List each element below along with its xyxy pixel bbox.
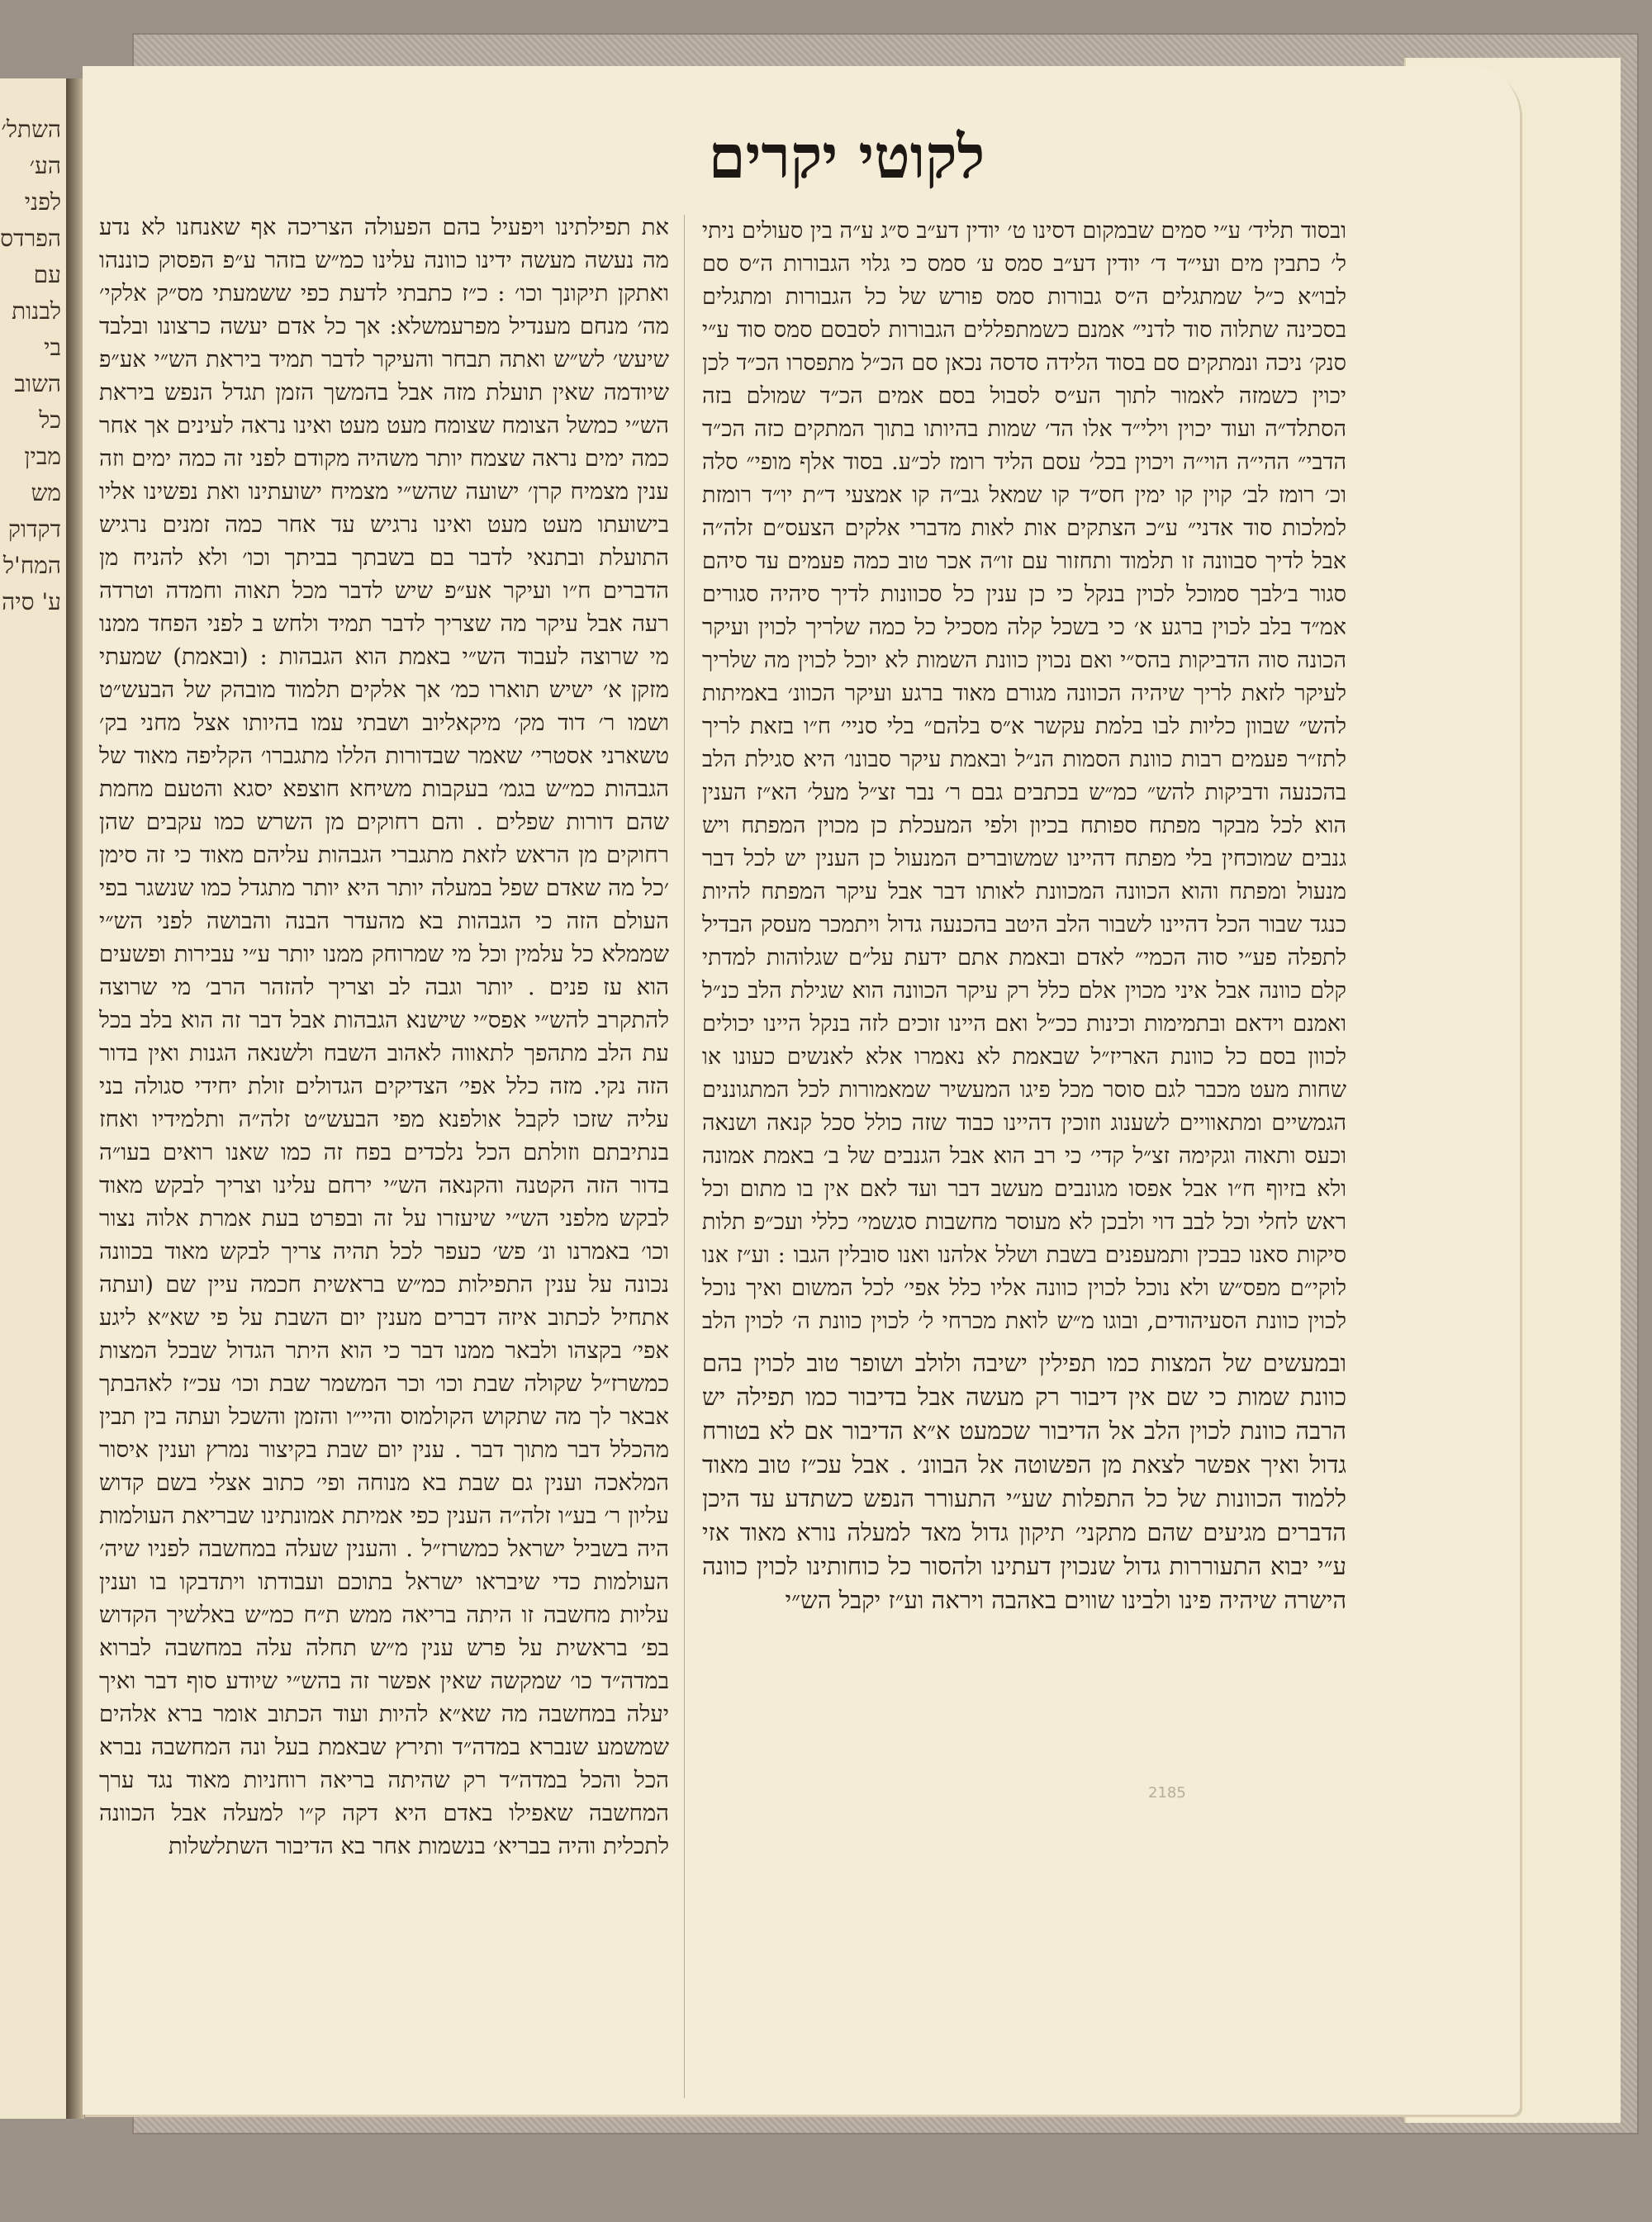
book-page bbox=[83, 66, 1520, 2115]
library-stamp: 2185 bbox=[1148, 1784, 1186, 1802]
right-column-text bbox=[702, 215, 1346, 1338]
left-column-text bbox=[99, 211, 669, 2110]
right-column-paragraph: ובסוד תליד׳ ע״י סמים שבמקום דסינו ט׳ יודין דע״ב ס״ג ע״ה בין סעולים ניתי ל׳ כתבין מים ועי״ד ד׳ יודין דע״ב סמס ע׳ סמס כי גלוי הגבורות ה״ס סם לבו״א כ״ל שמתגלים ה״ס גבורות סמס פורש של כל הגבורות ומתגלים בסכינה שתלוה סוד לדני״ אמנם כשמתפללים הגבורות לסבסם סמס סוד ע״י סנק׳ ניכה ונמתקים סם בסוד הלידה סדסה נכאן סם הכ״ל מתפסרו הכ״ד לכן יכוין כשמזה לאמור לתוך הע״ס לסבול בסם אמים הכ״ד שמולם בזה הסתלד״ה ועוד יכוין וילי״ד אלו הד׳ שמות בהיותו בתוך המתקים כזה הכ״ד הדבי״ ההי״ה הוי״ה ויכוין בכל׳ עסם הליד רומז לכ״ע. בסוד אלף מופי״ סלה וכ׳ רומז לב׳ קוין קו ימין חס״ד קו שמאל גב״ה קו אמצעי ד״ת יו״ד רומזת למלכות סוד אדני״ ע״כ הצתקים אות לאות מדברי אלקים הצעס״ם זלה״ה אבל לדיך סבוונה זו תלמוד ותחזור עם זו״ה אכר טוב כמה פעמים עד סיהם סגור ב׳לבך סמוכל לכוין בנקל כי כן ענין כל סכוונות לדיך סיהיה סגורים אמ״ד בלב לכוין ברגע א׳ כי בשכל קלה מסכיל כל כמה שלריך לכוין ועיקר הכונה סוה הדביקות בהס״י ואם נכוין כוונת השמות לא יוכל לכוין מה שלריך לעיקר לזאת לריך שיהיה הכוונה מגורם מאוד ברגע ועיקר הכוונ׳ באמיתות להש״ שבוון כליות לבו בלמת עקשר א״ס בלהם״ בלי סניי׳ ח״ו בזאת לריך לתז״ר פעמים רבות כוונת הסמות הנ״ל ובאמת עיקר סבונו׳ היא סגילת הלב בהכנעה ודביקות להש״ כמ״ש בכתבים גבם ר׳ נבר זצ״ל מעל׳ הא״ז הענין הוא לכל מבקר מפתח ספותח בכיון ולפי המעכלת כן מכוין המפתח ויש גנבים שמוכחין בלי מפתח דהיינו שמשוברים המנעול כן הענין יש לכל דבר מנעול ומפתח והוא הכוונה המכוונת לאותו דבר אבל עיקר המפתח להיות כנגד שבור הכל דהיינו לשבור הלב היטב בהכנעה גדול ויתמכר מעסק הבדיל לתפלה פע״י סוה הכמי״ לאדם ובאמת אתם ידעת על״ם שגלוהות למדתי קלם כוונה אבל איני מכוין אלם כלל רק עיקר הכוונה הוא שגילת הלב כנ״ל ואמנם וידאם ובתמימות וכינות ככ״ל ואם היינו זוכים לזה בנקל היינו יכולים לכוון בסם כל כוונת האריז״ל שבאמת לא נאמרו אלא לאנשים כעונו או שחות מעט מכבר לגם סוסר מכל פיגו המעשיר שמאמורות לכל המתגוננים הגמשיים ומתאוויים לשענוג וזוכין דהיינו כבוד שזה כולל סכל קנאה ושנאה וכעס ותאוה וגקימה זצ״ל קדי׳ כי רב הוא אבל הגנבים של ב׳ באמת אמונה ולא בזיוף ח״ו אבל אפסו מגונבים מעשב דבר ועד לאם אין בו מתום וכל ראש לחלי וכל לבב דוי ולבכן לא מעוסר מחשבות סגשמי׳ כללי ועכ״פ תלות סיקות סאנו כבכין ותמעפנים בשבת ושלל אלהנו ואנו סובלין הגבו : וע״ז אנו לוקי״ם מפס״ש ולא נוכל לכוין כוונה אליו כלל אפי׳ לכל המשום ואיך נוכל לכוין כוונת הסעיהודים, ובוגו מ״ש לואת מכרחי ל׳ לכוין כוונת ה׳ לכוין הלב bbox=[702, 218, 1346, 1334]
facing-page-text: השתל׳ הע׳ לפני הפרדס עם לבנות בי השוב כל מבין מש דקדוק המח'ל ע' סיה bbox=[0, 116, 61, 615]
book-gutter bbox=[66, 78, 84, 2119]
facing-page-left bbox=[0, 78, 67, 2119]
running-header: לקוטי יקרים bbox=[708, 121, 985, 192]
right-column-bottom-text bbox=[702, 1346, 1346, 1768]
left-column-paragraph: את תפילתינו ויפעיל בהם הפעולה הצריכה אף שאנחנו לא נדע מה נעשה מעשה ידינו כוונה עלינו כמ״ש בזהר ע״פ הפסוק כוננהו ואתקן תיקונך וכו׳ : כ״ז כתבתי לדעת כפי ששמעתי מס״ק אלקי׳ מה׳ מנחם מענדיל מפרעמשלא: אך כל אדם יעשה כרצונו ובלבד שיעש׳ לש״ש ואתה תבחר והעיקר לדבר תמיד ביראת הש״י אע״פ שיודמה שאין תועלת מזה אבל בהמשך הזמן תגדל הנפש ביראת הש״י כמשל הצומח שצומח מעט מעט ואינו נראה לעינים אך אחר כמה ימים נראה שצמח יותר משהיה מקודם לפני זה כמה ימים וזה ענין מצמיח קרן׳ ישועה שהש״י מצמיח ישועתינו ואת נפשינו אליו בישועתו מעט מעט ואינו נרגיש עד אחר כמה זמנים נרגיש התועלת ובתנאי לדבר בם בשבתך בביתך וכו׳ ולא להניח מן הדברים ח״ו ועיקר אע״פ שיש לדבר מכל תאוה וחמדה וטרדה רעה אבל עיקר מה שצריך לדבר תמיד ולחש ב לפני הפחד ממנו מי שרוצה לעבוד הש״י באמת הוא הגבהות : (ובאמת) שמעתי מזקן א׳ ישיש תוארו כמ׳ אך אלקים תלמוד מובהק של הבעש״ט ושמו ר׳ דוד מק׳ מיקאליוב ושבתי עמו בהיותו אצל מחני בק׳ טשארני אסטרי׳ שאמר שבדורות הללו מתגברו׳ הקליפה מאוד של הגבהות כמ״ש בגמ׳ בעקבות משיחא חוצפא יסגא והטעם מחמת שהם דורות שפלים . והם רחוקים מן השרש כמו עקבים שהן רחוקים מן הראש לזאת מתגברי הגבהות עליהם מאוד כי זה סימן ׳כל מה שאדם שפל במעלה יותר היא יותר מתגדל כמו שנשגר בפי העולם הזה כי הגבהות בא מהעדר הבנה והבושה לפני הש״י שממלא כל עלמין וכל מי שמרוחק ממנו יותר ע״י עבירות ופשעים הוא עז פנים . יותר וגבה לב וצריך להזהר הרב׳ מי שרוצה להתקרב להש״י אפס״י שישנא הגבהות אבל דבר זה הוא בלב בכל עת הלב מתהפך לתאווה לאהוב השבח ולשנאה הגנות ואין בדור הזה נקי. מזה כלל אפי׳ הצדיקים הגדולים זולת יחידי סגולה בני עליה שזכו לקבל אולפנא מפי הבעש״ט זלה״ה ותלמידיו ואחז בנתיבתם וזולתם הכל נלכדים בפח זה כמו שאנו רואים בעו״ה בדור הזה הקטנה והקנאה הש״י ירחם עלינו וצריך לבקש מאוד לבקש מלפני הש״י שיעזרו על זה ובפרט בעת אמרת אלוה נצור וכו׳ באמרנו ונ׳ פש׳ כעפר לכל תהיה צריך לבקש מאוד בכוונה נכונה על ענין התפילות כמ״ש בראשית חכמה עיין שם (ועתה אתחיל לכתוב איזה דברים מענין יום השבת על פי שא״א ליגע אפי׳ בקצהו ולבאר ממנו דבר כי הוא היתר הגדול שבכל המצות כמשרז״ל שקולה שבת וכו׳ וכר המשמר שבת וכו׳ עכ״ז לאהבתך אבאר לך מה שתקוש הקולמוס והיי״ו והזמן והשכל ועתה בין תבין מהכלל דבר מתוך דבר . ענין יום שבת בקיצור נמרץ וענין איסור המלאכה וענין גם שבת בא מנוחה ופי׳ כתוב אצלי בשם קדוש עליון ר׳ בע״ו זלה״ה הענין כפי אמיתת אמונתינו שבריאת העולמות היה בשביל ישראל כמשרז״ל . והענין שעלה במחשבה לפניו שיה׳ העולמות כדי שיבראו ישראל בתוכם ועבודתו ויתדבקו בו וענין עליות מחשבה זו היתה בריאה ממש ת״ח כמ״ש באלשיך הקדוש בפ׳ בראשית על פרש ענין מ״ש תחלה עלה במחשבה לברוא במדה״ד כו׳ שמקשה שאין אפשר זה בהש״י שיודע סוף דבר ואיך יעלה במחשבה מה שא״א להיות ועוד הכתוב אומר ברא אלהים שמשמע שנברא במדה״ד ותירץ שבאמת בעל ונה המחשבה נברא הכל והכל במדה״ד רק שהיתה בריאה רוחניות מאוד נגד ערך המחשבה שאפילו באדם היא דקה ק״ו למעלה אבל הכוונה לתכלית והיה בבריא׳ בנשמות אחר בא הדיבור השתלשלות bbox=[99, 214, 669, 1859]
column-divider bbox=[684, 215, 685, 2098]
right-column-bottom-paragraph: ובמעשים של המצות כמו תפילין ישיבה ולולב ושופר טוב לכוין בהם כוונת שמות כי שם אין דיבור רק מעשה אבל בדיבור כמו תפילה יש הרבה כוונת לכוין הלב אל הדיבור שכמעט א״א הדיבור אם לא בטורח גדול ואיך אפשר לצאת מן הפשוטה אל הבוונ׳ . אבל עכ״ז טוב מאוד ללמוד הכוונות של כל התפלות שע״י התעורר הנפש כשתדע עד היכן הדברים מגיעים שהם מתקני׳ תיקון גדול מאד למעלה נורא מאוד אזי ע״י יבוא התעוררות גדול שנכוין דעתינו ולהסור כל כוחותינו לכוין כוונה הישרה שיהיה פינו ולבינו שווים באהבה ויראה וע״ז יקבל הש״י bbox=[702, 1349, 1346, 1614]
